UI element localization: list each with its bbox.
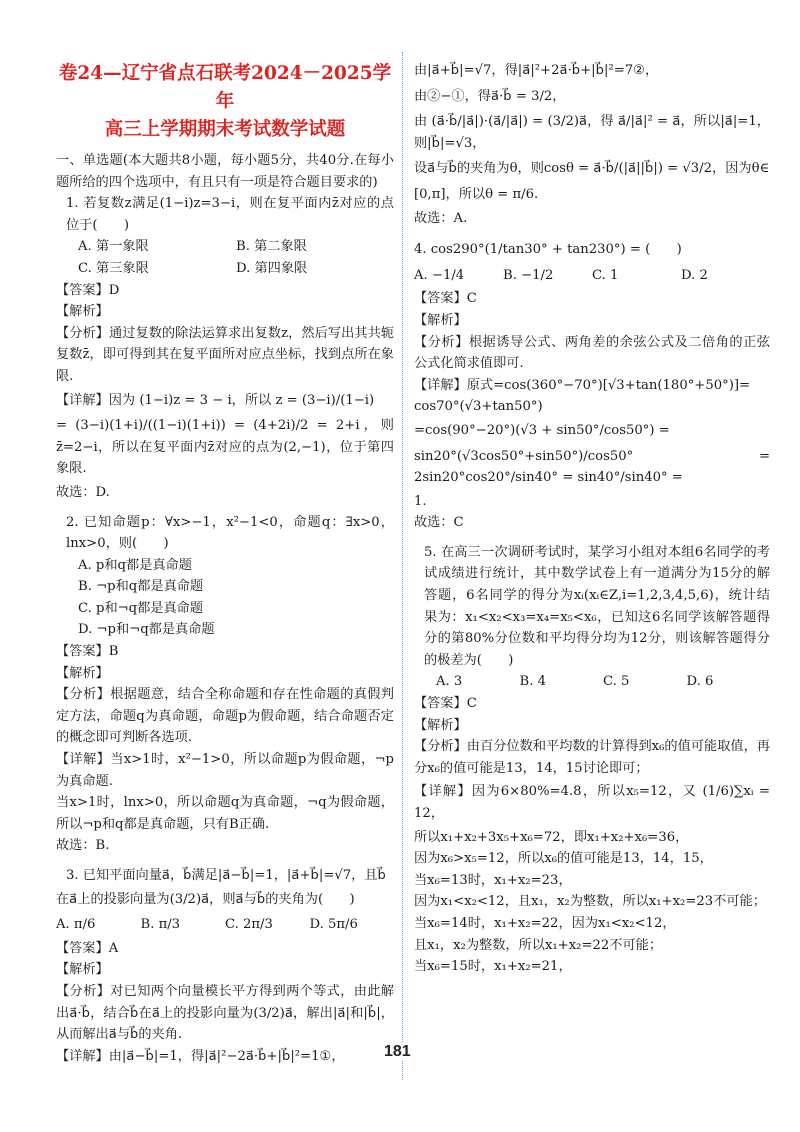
q2-fenxi: 【分析】根据题意，结合全称命题和存在性命题的真假判定方法，命题q为真命题，命题p为假命题，结合命题否定的概念即可判断各选项. <box>56 687 394 746</box>
q4-option-c: C. 1 <box>592 267 619 283</box>
q3-detail-4: 由 (a⃗·b⃗/|a⃗|)·(a⃗/|a⃗|) = (3/2)a⃗，得 a⃗/|a⃗|² = a⃗，所以|a⃗|=1，则|b⃗|=√3， <box>414 114 770 151</box>
q5-detail-1: 【详解】因为6×80%=4.8，所以x₅=12，又 (1/6)∑xᵢ = 12， <box>414 784 770 821</box>
q3-detail-2: 由|a⃗+b⃗|=√7，得|a⃗|²+2a⃗·b⃗+|b⃗|²=7②， <box>414 63 659 78</box>
q5-detail-4: 当x₆=13时，x₁+x₂=23， <box>414 872 572 888</box>
q5-detail-5: 因为x₁<x₂<12，且x₁，x₂为整数，所以x₁+x₂=23不可能； <box>414 894 766 910</box>
q4-fenxi: 【分析】根据诱导公式、两角差的余弦公式及二倍角的正弦公式化简求值即可. <box>414 334 770 372</box>
title-line-1: 卷24—辽宁省点石联考2024－2025学年 <box>58 63 392 112</box>
q4-conclusion: 故选：C <box>414 515 464 531</box>
q4-detail-4: sin20°(√3cos50°+sin50°)/cos50° = 2sin20°cos20°/sin40° = sin40°/sin40° = <box>414 448 770 486</box>
title-line-2: 高三上学期期末考试数学试题 <box>104 119 346 140</box>
q4-stem: 4. cos290°(1/tan30° + tan230°) = ( ) <box>414 242 682 258</box>
q3-option-d: D. 5π/6 <box>309 917 358 933</box>
q1-options-row1 <box>56 236 394 258</box>
q3-detail-3: 由②−①，得a⃗·b⃗ = 3/2， <box>414 88 566 104</box>
q5-option-b: B. 4 <box>519 674 546 690</box>
q1-option-b: B. 第二象限 <box>236 239 307 255</box>
q3-detail-1: 【详解】由|a⃗−b⃗|=1，得|a⃗|²−2a⃗·b⃗+|b⃗|²=1①， <box>56 1048 345 1064</box>
q5-detail-3: 因为x₆>x₅=12，所以x₆的值可能是13，14，15， <box>414 851 713 867</box>
q1-options-row2 <box>56 258 394 280</box>
q4-answer: 【答案】C <box>414 291 477 307</box>
q5-detail-6: 当x₆=14时，x₁+x₂=22，因为x₁<x₂<12， <box>414 915 676 931</box>
q3-stem-2: 在a⃗上的投影向量为(3/2)a⃗，则a⃗与b⃗的夹角为( ) <box>56 891 355 907</box>
q1-option-c: C. 第三象限 <box>78 260 149 276</box>
document-title <box>56 60 394 144</box>
q4-option-d: D. 2 <box>681 267 708 283</box>
q2-jiexi: 【解析】 <box>56 665 109 681</box>
q2-detail-1: 【详解】当x>1时，x²−1>0，所以命题p为假命题，¬p为真命题. <box>56 752 394 789</box>
q1-fenxi: 【分析】通过复数的除法运算求出复数z，然后写出其共轭复数z̄，即可得到其在复平面所对应点坐标，找到点所在象限. <box>56 325 394 384</box>
q4-options <box>414 263 770 289</box>
q2-option-c: C. p和¬q都是真命题 <box>78 600 204 616</box>
q1-option-d: D. 第四象限 <box>236 260 308 276</box>
q2-answer: 【答案】B <box>56 644 119 660</box>
q1-conclusion: 故选：D. <box>56 484 110 500</box>
q5-option-c: C. 5 <box>603 674 630 690</box>
q4-detail-1: 【详解】原式=cos(360°−70°)[√3+tan(180°+50°)]= <box>414 377 751 393</box>
q1-detail-2: = (3−i)(1+i)/((1−i)(1+i)) = (4+2i)/2 = 2+i，则z̄=2−i，所以在复平面内z̄对应的点为(2,−1)，位于第四象限. <box>56 418 394 477</box>
q3-detail-5: 设a⃗与b⃗的夹角为θ，则cosθ = a⃗·b⃗/(|a⃗||b⃗|) = √3/2，因为θ∈ <box>414 161 770 177</box>
q1-jiexi: 【解析】 <box>56 304 109 320</box>
q4-detail-2: cos70°(√3+tan50°) <box>414 399 543 415</box>
q4-detail-5: 1. <box>414 493 427 509</box>
q4-detail-3: =cos(90°−20°)(√3 + sin50°/cos50°) = <box>414 422 670 438</box>
q3-option-b: B. π/3 <box>140 917 181 933</box>
q2-detail-2: 当x>1时，lnx>0，所以命题q为真命题，¬q为假命题，所以¬p和q都是真命题，只有B正确. <box>56 795 394 832</box>
column-divider <box>402 52 403 1080</box>
q1-detail-1: 【详解】因为 (1−i)z = 3 − i，所以 z = (3−i)/(1−i) <box>56 392 375 408</box>
q5-jiexi: 【解析】 <box>414 717 467 733</box>
q2-conclusion: 故选：B. <box>56 838 110 854</box>
q5-stem: 5. 在高三一次调研考试时，某学习小组对本组6名同学的考试成绩进行统计，其中数学试卷上有一道满分为15分的解答题，6名同学的得分为xᵢ(xᵢ∈Z,i=1,2,3,4,5,6)，统计结果为：x₁<x₂<x₃=x₄=x₅<x₆，已知这6名同学该解答题得分的第80%分位数和平均得分均为12分，则该解答题得分的极差为( ) <box>424 544 770 668</box>
q5-option-d: D. 6 <box>686 674 714 690</box>
left-column <box>56 58 394 1067</box>
q5-detail-2: 所以x₁+x₂+3x₅+x₆=72，即x₁+x₂+x₆=36， <box>414 829 689 845</box>
q5-fenxi: 【分析】由百分位数和平均数的计算得到x₆的值可能取值，再分x₆的值可能是13，14，15讨论即可； <box>414 739 770 776</box>
q3-conclusion: 故选：A. <box>414 210 468 226</box>
q5-option-a: A. 3 <box>436 674 463 690</box>
q2-stem: 2. 已知命题p：∀x>−1，x²−1<0，命题q：∃x>0，lnx>0，则( ) <box>66 514 394 552</box>
q2-option-b: B. ¬p和q都是真命题 <box>78 579 204 595</box>
q3-option-c: C. 2π/3 <box>225 917 273 933</box>
q1-stem: 1. 若复数z满足(1−i)z=3−i，则在复平面内z̄对应的点位于( ) <box>66 196 394 233</box>
q1-option-a: A. 第一象限 <box>78 239 149 255</box>
q3-option-a: A. π/6 <box>56 917 96 933</box>
q2-options <box>56 555 394 641</box>
page-number: 181 <box>384 1043 411 1060</box>
q3-detail-6: [0,π]，所以θ = π/6. <box>414 186 539 202</box>
q5-answer: 【答案】C <box>414 696 477 712</box>
section-intro: 一、单选题(本大题共8小题，每小题5分，共40分.在每小题所给的四个选项中，有且只有一项是符合题目要求的) <box>56 153 394 190</box>
q5-options <box>414 671 770 693</box>
q4-jiexi: 【解析】 <box>414 312 467 328</box>
q3-options <box>56 912 394 938</box>
q5-detail-8: 当x₆=15时，x₁+x₂=21， <box>414 959 572 975</box>
q4-option-b: B. −1/2 <box>503 267 554 283</box>
q3-stem-1: 3. 已知平面向量a⃗，b⃗满足|a⃗−b⃗|=1，|a⃗+b⃗|=√7，且b⃗ <box>66 868 386 883</box>
right-column <box>414 58 770 978</box>
q3-answer: 【答案】A <box>56 940 119 956</box>
q3-fenxi: 【分析】对已知两个向量模长平方得到两个等式，由此解出a⃗·b⃗，结合b⃗在a⃗上的投影向量为(3/2)a⃗，解出|a⃗|和|b⃗|，从而解出a⃗与b⃗的夹角. <box>56 983 394 1043</box>
q2-option-d: D. ¬p和¬q都是真命题 <box>78 622 215 638</box>
q3-jiexi: 【解析】 <box>56 962 109 978</box>
q4-option-a: A. −1/4 <box>414 267 465 283</box>
q1-answer: 【答案】D <box>56 282 120 298</box>
q5-detail-7: 且x₁，x₂为整数，所以x₁+x₂=22不可能； <box>414 937 663 953</box>
q2-option-a: A. p和q都是真命题 <box>78 557 192 573</box>
